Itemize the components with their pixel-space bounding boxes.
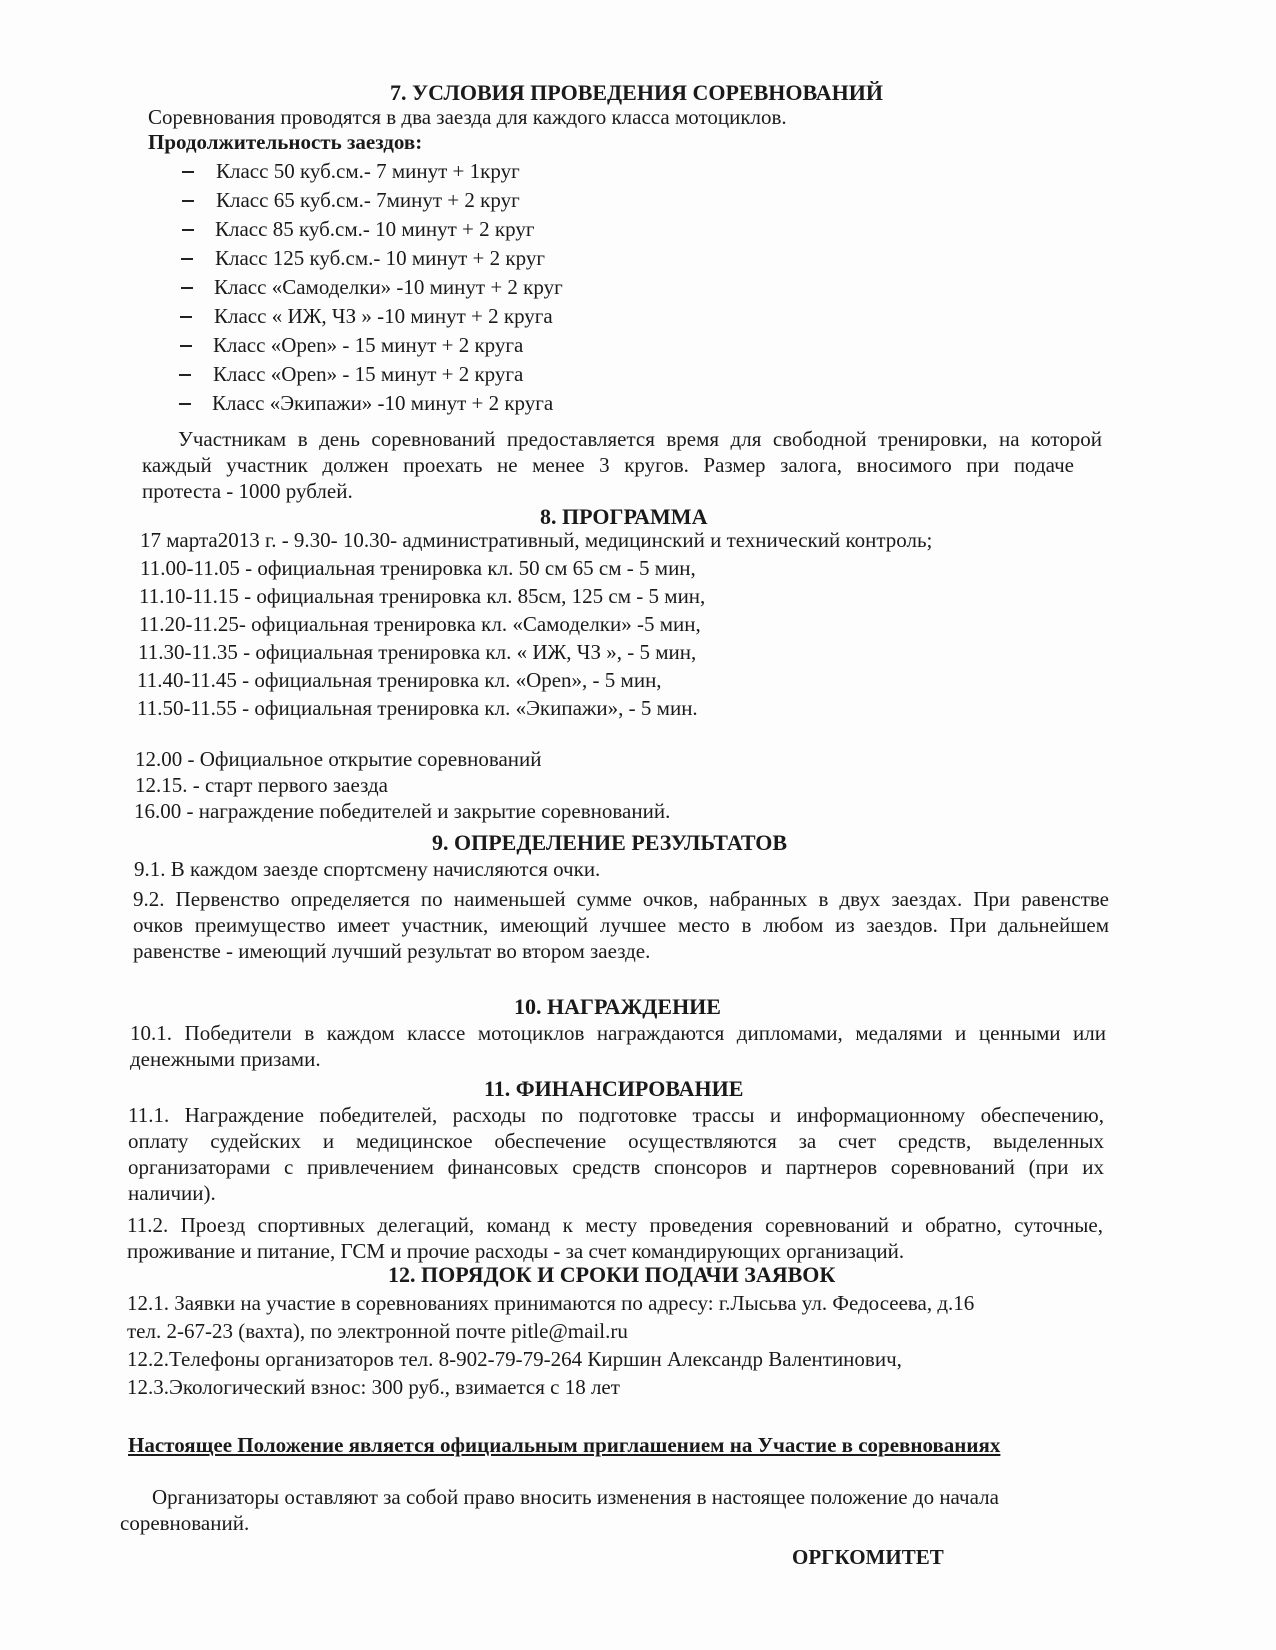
program-line: 11.30-11.35 - официальная тренировка кл. « ИЖ, ЧЗ », - 5 мин, [138, 640, 697, 664]
applications-line: 12.1. Заявки на участие в соревнованиях принимаются по адресу: г.Лысьва ул. Федосеева, д.16 [127, 1291, 975, 1315]
list-dash [179, 403, 191, 405]
list-dash [179, 374, 191, 376]
signature-orgcommittee: ОРГКОМИТЕТ [792, 1545, 944, 1569]
event-line: 12.15. - старт первого заезда [135, 773, 389, 797]
section-11-p2 [127, 1212, 1103, 1264]
program-line: 17 марта2013 г. - 9.30- 10.30- административный, медицинский и технический контроль; [140, 528, 933, 552]
list-dash [180, 345, 192, 347]
list-item: Класс 65 куб.см.- 7минут + 2 круг [216, 188, 520, 212]
event-line: 12.00 - Официальное открытие соревнований [135, 747, 542, 771]
paragraph-line: проживание и питание, ГСМ и прочие расходы - за счет командирующих организаций. [127, 1239, 905, 1263]
section-8-title: 8. ПРОГРАММА [540, 504, 708, 529]
list-item: Класс 125 куб.см.- 10 минут + 2 круг [215, 246, 545, 270]
list-item: Класс «Open» - 15 минут + 2 круга [213, 362, 524, 386]
section-12-title: 12. ПОРЯДОК И СРОКИ ПОДАЧИ ЗАЯВОК [388, 1262, 836, 1287]
paragraph-line: равенстве - имеющий лучший результат во втором заезде. [133, 939, 651, 963]
list-dash [182, 200, 194, 202]
list-dash [181, 287, 193, 289]
invitation-statement: Настоящее Положение является официальным приглашением на Участие в соревнованиях [128, 1433, 1001, 1457]
paragraph-line: денежными призами. [130, 1047, 321, 1071]
paragraph-line: оплату судейских и медицинское обеспечение осуществляются за счет средств, выделенных [128, 1129, 1104, 1153]
event-line: 16.00 - награждение победителей и закрытие соревнований. [134, 799, 671, 823]
program-line: 11.10-11.15 - официальная тренировка кл. 85см, 125 см - 5 мин, [139, 584, 706, 608]
list-item: Класс «Экипажи» -10 минут + 2 круга [212, 391, 554, 415]
program-line: 11.00-11.05 - официальная тренировка кл. 50 см 65 см - 5 мин, [140, 556, 696, 580]
list-dash [182, 229, 194, 231]
changes-note: соревнований. [120, 1511, 250, 1535]
section-9-title: 9. ОПРЕДЕЛЕНИЕ РЕЗУЛЬТАТОВ [432, 830, 787, 855]
duration-label: Продолжительность заездов: [148, 130, 423, 154]
applications-line: 12.2.Телефоны организаторов тел. 8-902-79-79-264 Киршин Александр Валентинович, [127, 1347, 902, 1371]
program-line: 11.20-11.25- официальная тренировка кл. «Самоделки» -5 мин, [139, 612, 701, 636]
note-line: каждый участник должен проехать не менее 3 кругов. Размер залога, вносимого при подаче [142, 453, 1074, 477]
section-7-title: 7. УСЛОВИЯ ПРОВЕДЕНИЯ СОРЕВНОВАНИЙ [390, 80, 883, 105]
section-10-title: 10. НАГРАЖДЕНИЕ [514, 994, 721, 1019]
paragraph-line: 10.1. Победители в каждом классе мотоциклов награждаются дипломами, медалями и ценными или [130, 1021, 1106, 1045]
section-9-p1: 9.1. В каждом заезде спортсмену начисляются очки. [134, 857, 601, 881]
list-dash [181, 258, 193, 260]
list-item: Класс 50 куб.см.- 7 минут + 1круг [216, 159, 520, 183]
list-dash [182, 171, 194, 173]
paragraph-line: 11.2. Проезд спортивных делегаций, команд к месту проведения соревнований и обратно, суточные, [127, 1213, 1103, 1237]
changes-note: Организаторы оставляют за собой право вносить изменения в настоящее положение до начала [152, 1485, 999, 1509]
paragraph-line: 11.1. Награждение победителей, расходы по подготовке трассы и информационному обеспечению, [128, 1103, 1104, 1127]
program-line: 11.50-11.55 - официальная тренировка кл. «Экипажи», - 5 мин. [137, 696, 698, 720]
section-9-p2 [133, 886, 1109, 964]
section-7-intro: Соревнования проводятся в два заезда для каждого класса мотоциклов. [148, 105, 787, 129]
section-7-note [142, 426, 1102, 504]
section-10-body [130, 1020, 1106, 1072]
paragraph-line: 9.2. Первенство определяется по наименьшей сумме очков, набранных в двух заездах. При равенстве [133, 887, 1109, 911]
list-item: Класс 85 куб.см.- 10 минут + 2 круг [215, 217, 535, 241]
note-line: протеста - 1000 рублей. [142, 479, 353, 503]
list-item: Класс «Самоделки» -10 минут + 2 круг [214, 275, 563, 299]
paragraph-line: наличии). [128, 1181, 216, 1205]
list-dash [180, 316, 192, 318]
list-item: Класс « ИЖ, ЧЗ » -10 минут + 2 круга [214, 304, 553, 328]
program-line: 11.40-11.45 - официальная тренировка кл. «Open», - 5 мин, [137, 668, 662, 692]
paragraph-line: очков преимущество имеет участник, имеющий лучшее место в любом из заездов. При дальнейшем [133, 913, 1109, 937]
list-item: Класс «Open» - 15 минут + 2 круга [213, 333, 524, 357]
note-line: Участникам в день соревнований предоставляется время для свободной тренировки, на которой [178, 427, 1102, 451]
section-11-p1 [128, 1102, 1104, 1206]
paragraph-line: организаторами с привлечением финансовых средств спонсоров и партнеров соревнований (при их [128, 1155, 1104, 1179]
applications-line: 12.3.Экологический взнос: 300 руб., взимается с 18 лет [127, 1375, 620, 1399]
applications-line: тел. 2-67-23 (вахта), по электронной почте pitle@mail.ru [127, 1319, 628, 1343]
section-11-title: 11. ФИНАНСИРОВАНИЕ [484, 1076, 744, 1101]
